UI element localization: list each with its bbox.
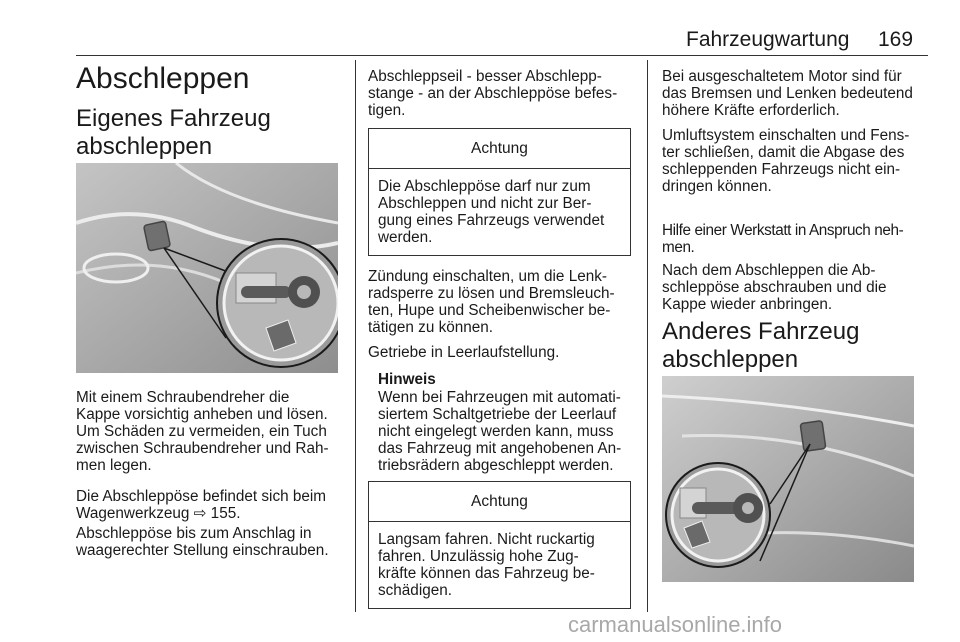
header-rule xyxy=(76,55,928,56)
figure-front-tow-eye xyxy=(662,376,914,582)
paragraph-screw-in: Abschleppöse bis zum Anschlag in waagerechter Stellung einschrauben. xyxy=(76,525,329,559)
hint-label: Hinweis xyxy=(378,371,436,388)
tow-eye-cap xyxy=(144,221,171,251)
figure-rear-tow-eye xyxy=(76,163,338,373)
section-heading: Abschleppen xyxy=(76,62,250,95)
subsection-heading-own-vehicle: Eigenes Fahrzeug abschleppen xyxy=(76,105,271,160)
page-number: 169 xyxy=(878,28,914,51)
tow-eye-cap xyxy=(800,421,826,452)
tow-eye-shaft xyxy=(241,286,291,298)
hint-text: Wenn bei Fahrzeugen mit automati- siertem Schaltgetriebe der Leerlauf nicht eingelegt werden kann, muss das Fahrzeug mit angehobenen An- triebsrädern abgeschleppt werden. xyxy=(378,389,622,474)
warning-text: Die Abschleppöse darf nur zum Abschleppen und nicht zur Ber- gung eines Fahrzeugs verwendet werden. xyxy=(378,178,605,246)
watermark: carmanualsonline.info xyxy=(568,612,783,637)
paragraph-recirculation: Umluftsystem einschalten und Fens- ter schließen, damit die Abgase des schleppenden Fahrzeugs nicht ein- dringen können. xyxy=(662,127,910,195)
paragraph-after-towing: Nach dem Abschleppen die Ab- schleppöse abschrauben und die Kappe wieder anbringen. xyxy=(662,262,887,313)
warning-box-2 xyxy=(368,481,631,609)
paragraph-engine-off: Bei ausgeschaltetem Motor sind für das Bremsen und Lenken bedeutend höhere Kräfte erforderlich. xyxy=(662,68,913,119)
paragraph-workshop-help: Hilfe einer Werkstatt in Anspruch neh- men. xyxy=(662,222,904,256)
running-header-title: Fahrzeugwartung xyxy=(686,28,850,51)
subsection-heading-other-vehicle: Anderes Fahrzeug abschleppen xyxy=(662,318,860,373)
warning-title: Achtung xyxy=(369,482,630,522)
warning-title: Achtung xyxy=(369,129,630,169)
column-divider-2 xyxy=(647,60,648,612)
warning-box-1 xyxy=(368,128,631,256)
paragraph-tow-eye-location: Die Abschleppöse befindet sich beim Wagenwerkzeug ⇨ 155. xyxy=(76,488,327,522)
paragraph-attach-rope: Abschleppseil - besser Abschlepp- stange - an der Abschleppöse befes- tigen. xyxy=(368,68,618,119)
column-divider-1 xyxy=(355,60,356,612)
warning-text: Langsam fahren. Nicht ruckartig fahren. Unzulässig hohe Zug- kräfte können das Fahrzeug be- schädigen. xyxy=(378,531,595,599)
paragraph-neutral-gear: Getriebe in Leerlaufstellung. xyxy=(368,344,560,361)
paragraph-ignition: Zündung einschalten, um die Lenk- radsperre zu lösen und Bremsleuch- ten, Hupe und Scheibenwischer be- tätigen zu können. xyxy=(368,268,615,336)
paragraph-remove-cap: Mit einem Schraubendreher die Kappe vorsichtig anheben und lösen. Um Schäden zu vermeiden, ein Tuch zwischen Schraubendreher und Rah- men legen. xyxy=(76,389,329,474)
